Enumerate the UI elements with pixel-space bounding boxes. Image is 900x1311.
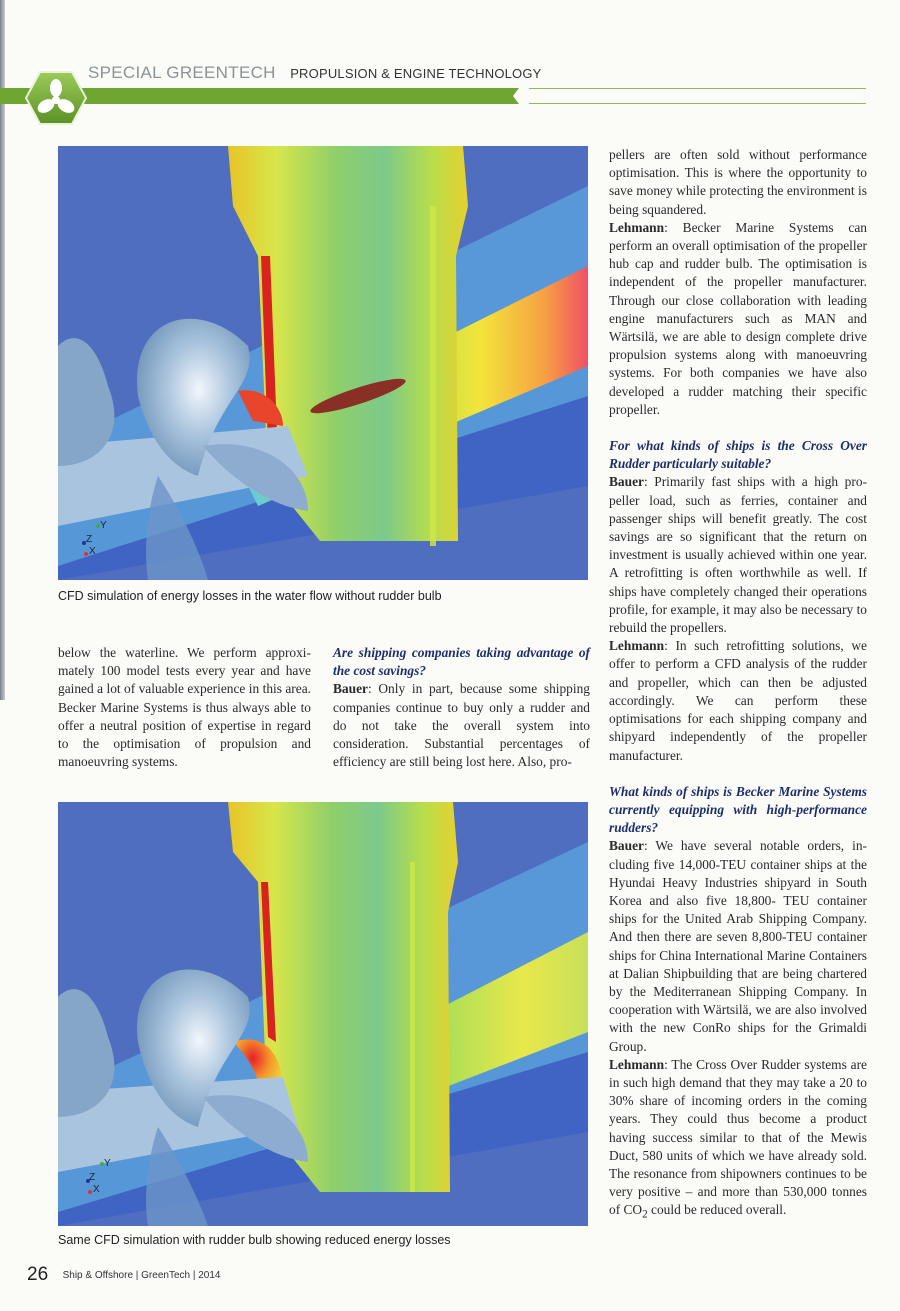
answer-paragraph — [609, 473, 867, 637]
running-head — [88, 63, 542, 83]
speaker-name: Bauer — [609, 838, 644, 854]
header-rule-top — [518, 88, 866, 89]
body-column-right — [609, 146, 867, 1224]
answer-text: Only in part, because some shipping companies continue to buy only a rudder and do not take the overall system into consideration. Substantial percentages of efficiency are still being lost here. Also, pro- — [333, 681, 590, 770]
figure-caption: Same CFD simulation with rudder bulb showing reduced energy losses — [58, 1233, 451, 1247]
subscript: 2 — [642, 1209, 648, 1222]
axis-label-x: X — [89, 546, 96, 557]
answer-paragraph — [609, 219, 867, 419]
page-binding-edge — [0, 0, 5, 700]
axis-label-y: Y — [104, 1158, 111, 1169]
answer-text: In such retrofitting solutions, we offer to perform a CFD analysis of the rudder and propeller, which can then be adjusted accordingly. We can perform these optimisations for each shipping company and shipyard independently of the propeller manufacturer. — [609, 638, 867, 763]
answer-text: The Cross Over Rudder systems are in such high demand that they may take a 20 to 30% share of incoming orders in the coming years. They could thus become a product having success similar to that of the Mewis Duct, 580 units of which we have already sold. The resonance from shipowners continues to be very positive – and more than 530,000 tonnes of CO — [609, 1056, 867, 1218]
speaker-separator: : — [643, 474, 655, 490]
propeller-hexagon-icon — [24, 70, 88, 126]
interview-question: What kinds of ships is Becker Marine Systems currently equipping with high-performance rudders? — [609, 783, 867, 836]
axis-label-x: X — [93, 1184, 100, 1195]
speaker-separator: : — [367, 681, 379, 697]
answer-text: Primarily fast ships with a high propeller load, such as ferries, container and passenger ships will benefit greatly. The cost savings are so significant that the return on investment is usually achieved within one year. A retrofitting is often worthwhile as well. If ships have completely changed their operations profile, for example, it may also be necessary to rebuild the propellers. — [609, 474, 867, 636]
paragraph: pellers are often sold without performance optimisation. This is where the opportunity to save money while protecting the environment is being squandered. — [609, 147, 867, 217]
speaker-name: Lehmann — [609, 638, 665, 654]
speaker-separator: : — [664, 638, 676, 654]
speaker-name: Bauer — [333, 681, 368, 697]
axis-label-z: Z — [86, 534, 93, 545]
cfd-figure-without-bulb — [58, 146, 588, 580]
speaker-separator: : — [643, 838, 656, 854]
series-title: SPECIAL GREENTECH — [88, 63, 276, 82]
answer-paragraph — [609, 637, 867, 764]
header-rule-bottom — [518, 103, 866, 104]
interview-question: For what kinds of ships is the Cross Over Rudder particularly suitable? — [609, 438, 867, 472]
page-footer — [27, 1264, 220, 1286]
answer-paragraph — [333, 680, 590, 771]
answer-paragraph — [609, 837, 867, 1055]
figure-caption: CFD simulation of energy losses in the water flow without rudder bulb — [58, 589, 442, 603]
speaker-separator: : — [664, 219, 683, 235]
page-number: 26 — [27, 1264, 49, 1285]
speaker-name: Lehmann — [609, 219, 665, 235]
answer-text-tail: could be reduced overall. — [647, 1202, 787, 1218]
body-column-left — [58, 644, 311, 771]
header-band-notch — [513, 88, 529, 104]
axis-label-y: Y — [100, 520, 107, 531]
body-column-middle — [333, 644, 590, 771]
interview-question: Are shipping companies taking advantage of the cost savings? — [333, 645, 590, 679]
publication-info: Ship & Offshore | GreenTech | 2014 — [62, 1270, 221, 1281]
speaker-name: Bauer — [609, 474, 644, 490]
speaker-name: Lehmann — [609, 1056, 665, 1072]
cfd-figure-with-bulb — [58, 802, 588, 1226]
axis-label-z: Z — [89, 1172, 96, 1183]
paragraph: below the waterline. We perform approximately 100 model tests every year and have gained a lot of valuable experience in this area. Becker Marine Systems is thus always able to offer a neutral position of expertise in regard to the optimisation of propulsion and manoeuvring systems. — [58, 645, 311, 770]
answer-text: Becker Marine Systems can perform an overall optimisation of the propeller hub cap and rudder bulb. The optimisation is independent of the propeller manufacturer. Through our close collaboration with leading engine manufacturers such as MAN and Wärtsilä, we are able to design complete drive propulsion systems along with manoeuvring systems. For both companies we have also developed a rudder matching their specific propeller. — [609, 219, 867, 417]
section-title: PROPULSION & ENGINE TECHNOLOGY — [290, 66, 542, 81]
answer-text: We have several notable orders, including five 14,000-TEU container ships at the Hyundai Heavy Industries shipyard in South Korea and also five 18,800- TEU container ships for the United Arab Shipping Company. And then there are seven 8,800-TEU container ships for China International Marine Containers at Dalian Shipbuilding that are being chartered by the Mediterranean Shipping Company. In cooperation with Wärtsilä, we are also involved with the new ConRo ships for the Grimaldi Group. — [609, 838, 867, 1054]
answer-paragraph — [609, 1056, 867, 1225]
speaker-separator: : — [664, 1056, 672, 1072]
